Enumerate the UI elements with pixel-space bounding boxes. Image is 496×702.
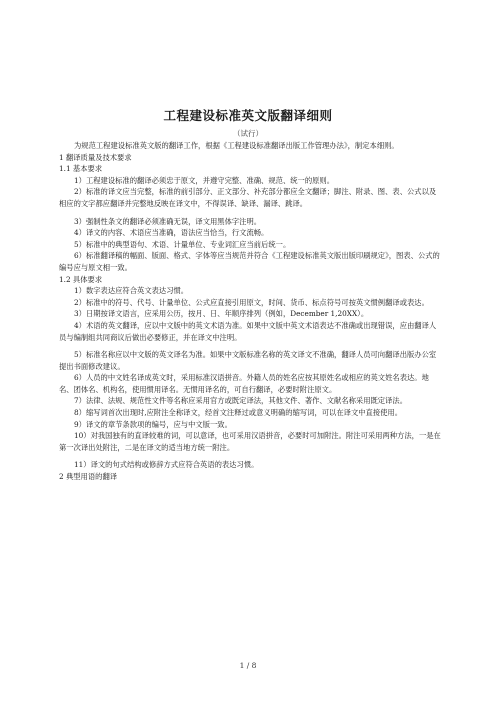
list-item: 5）标准中的典型语句、术语、计量单位、专业词汇应当前后统一。 [74,239,291,249]
list-item: 4）译文的内容、术语应当准确，语法应当恰当，行文流畅。 [74,228,269,238]
document-body [59,140,441,483]
list-item: 7）法律、法规、规范性文件等名称应采用官方或既定译法，其他文件、著作、文献名称采用既定译法。 [74,396,407,406]
section-heading-1-1: 1.1 基本要求 [59,164,103,174]
section-heading-1-2: 1.2 具体要求 [59,274,103,284]
section-heading-2: 2 典型用语的翻译 [59,472,118,482]
list-item: 3）强制性条文的翻译必须准确无误，译文用黑体字注明。 [74,216,262,226]
list-item: 2）标准中的符号、代号、计量单位、公式应直接引用原文，时间、货币、标点符号可按英文惯例翻译或表达。 [74,297,429,307]
list-item: 6）人员的中文姓名译成英文时，采用标准汉语拼音。外籍人员的姓名应按其原姓名或相应的英文姓名表达。地名、团体名、机构名，使用惯用译名。无惯用译名的，可自行翻译，必要时附注原文。 [59,373,429,394]
list-item: 8）缩写词首次出现时,应附注全称译文，经首文注释过或意义明确的缩写词，可以在译文中直接使用。 [74,408,403,418]
list-item: 1）数字表达应符合英文表达习惯。 [74,286,189,296]
list-item: 10）对我国独有的直译较难的词，可以意译，也可采用汉语拼音，必要时可加附注。附注可采用两种方法，一是在第一次译出处附注，二是在译文的适当地方统一附注。 [59,431,441,452]
section-heading-1: 1 翻译质量及技术要求 [59,152,132,162]
list-item: 3）日期按译文语言，应采用公历，按月、日、年顺序排列（例如，December 1,20XX）。 [74,309,369,319]
list-item: 9）译文的章节条款项的编号，应与中文版一致。 [74,419,232,429]
document-title: 工程建设标准英文版翻译细则 [163,108,333,123]
list-item: 2）标准的译文应当完整，标准的前引部分、正文部分、补充部分都应全文翻译；脚注、附录、图、表、公式以及相应的文字都应翻译并完整地反映在译文中，不得误译、缺译、漏译、跳译。 [59,187,437,208]
list-item: 1）工程建设标准的翻译必须忠于原文，并遵守完整、准确、规范、统一的原则。 [74,175,335,185]
list-item: 4）术语的英文翻译，应以中文版中的英文术语为准。如果中文版中英文术语表达不准确或出现错误，应由翻译人员与编制组共同商议后做出必要修正，并在译文中注明。 [59,320,437,342]
page-number: 1 / 8 [239,661,257,670]
list-item: 6）标准翻译稿的幅面、版面、格式、字体等应当规范并符合《工程建设标准英文版出版印刷规定》，图表、公式的编号应与原文相一致。 [59,251,440,272]
document-subtitle: （试行） [233,129,263,138]
list-item: 11）译文的句式结构或修辞方式应符合英语的表达习惯。 [74,460,259,470]
intro-paragraph: 为规范工程建设标准英文版的翻译工作，根据《工程建设标准翻译出版工作管理办法》，制定本细则。 [74,141,399,150]
list-item: 5）标准名称应以中文版的英文译名为准。如果中文版标准名称的英文译文不准确，翻译人员可向翻译出版办公室提出书面修改建议。 [59,350,437,371]
